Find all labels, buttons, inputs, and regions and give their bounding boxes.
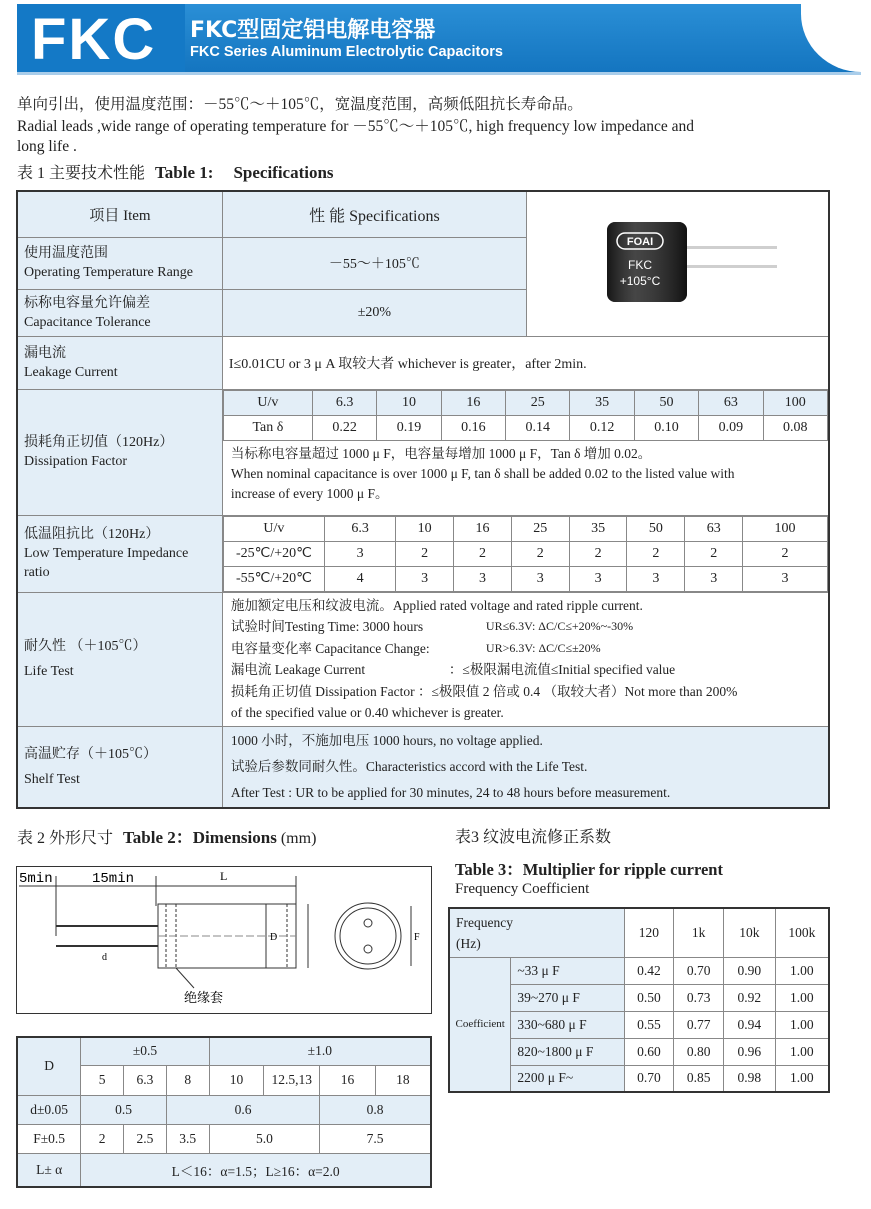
capacitor-image <box>577 216 777 306</box>
table1-caption <box>17 163 334 184</box>
lead-length-5min: 5min <box>19 871 53 887</box>
freq-head-unit: (Hz) <box>456 935 481 951</box>
lti-voltage-cell: 35 <box>569 516 627 541</box>
df-tan-cell: 0.14 <box>506 415 570 440</box>
df-voltage-cell: 35 <box>570 390 634 415</box>
df-voltage-cell: 50 <box>634 390 698 415</box>
page-title-en: FKC Series Aluminum Electrolytic Capacitors <box>190 44 503 60</box>
shelf-cn: 高温贮存（＋105℃） <box>24 746 157 762</box>
coef-value: 0.70 <box>624 1065 674 1092</box>
lti-row1-label: -25℃/+20℃ <box>223 541 324 566</box>
df-tan-cell: 0.08 <box>763 415 827 440</box>
life-value <box>222 592 829 726</box>
df-note-en1: When nominal capacitance is over 1000 μ F, tan δ shall be added 0.02 to the listed value with <box>230 465 735 481</box>
diameter-cell: 12.5,13 <box>264 1065 320 1095</box>
dim-L: L <box>220 869 228 883</box>
pitch-val: 5.0 <box>209 1124 320 1153</box>
diameter-cell: 18 <box>375 1065 431 1095</box>
freq-header-row <box>449 908 829 957</box>
df-cn: 损耗角正切值（120Hz） <box>24 435 174 450</box>
length-val: L＜16：α=1.5；L≥16：α=2.0 <box>81 1153 431 1187</box>
dim-head-D: D <box>17 1037 81 1095</box>
table1-caption-cn: 表 1 主要技术性能 <box>17 165 146 182</box>
pitch-val: 2.5 <box>124 1124 167 1153</box>
header-banner <box>17 4 861 72</box>
lead-dia-val: 0.8 <box>320 1095 431 1124</box>
df-note-cn: 当标称电容量超过 1000 μ F，电容量每增加 1000 μ F，Tan δ 增加 0.02。 <box>230 445 652 461</box>
leakage-en: Leakage Current <box>24 364 118 380</box>
df-tan-cell: 0.10 <box>634 415 698 440</box>
lti-row1-cell: 2 <box>627 541 685 566</box>
coef-value: 0.55 <box>624 1011 674 1038</box>
intro-en-line1: Radial leads ,wide range of operating temperature for －55℃～＋105℃, high frequency low impedance and <box>17 118 695 135</box>
coef-value: 0.92 <box>724 984 776 1011</box>
length-row <box>17 1153 431 1187</box>
table1-caption-spec: Specifications <box>233 163 334 182</box>
diameter-cell: 16 <box>320 1065 376 1095</box>
lead-dia-label: d±0.05 <box>17 1095 81 1124</box>
lti-row2-label: -55℃/+20℃ <box>223 566 324 591</box>
df-value <box>222 389 829 515</box>
lti-row1-cell: 2 <box>743 541 828 566</box>
life-en: Life Test <box>24 664 74 679</box>
image-temp: +105°C <box>620 274 661 289</box>
df-voltage-cell: 25 <box>506 390 570 415</box>
lti-voltage-cell: 50 <box>627 516 685 541</box>
coef-value: 0.96 <box>724 1038 776 1065</box>
coef-range: 330~680 μ F <box>511 1011 624 1038</box>
life-l3: 电容量变化率 Capacitance Change: <box>230 640 430 656</box>
pitch-label: F±0.5 <box>17 1124 81 1153</box>
shelf-l3: After Test : UR to be applied for 30 minutes, 24 to 48 hours before measurement. <box>230 784 671 800</box>
ripple-multiplier-table <box>448 907 830 1093</box>
life-l3b: UR>6.3V: ΔC/C≤±20% <box>485 640 601 655</box>
coef-row <box>449 957 829 984</box>
lti-row1-cell: 2 <box>396 541 454 566</box>
coef-value: 0.85 <box>674 1065 724 1092</box>
dim-F: F <box>414 932 420 943</box>
lti-row2-cell: 3 <box>454 566 512 591</box>
table2-caption <box>17 828 316 849</box>
diameter-cell: 10 <box>209 1065 264 1095</box>
header-curve <box>801 4 861 72</box>
head-item: 项目 Item <box>17 191 222 237</box>
df-voltage-cell: 6.3 <box>312 390 376 415</box>
df-voltage-cell: 10 <box>377 390 441 415</box>
lti-row1-cell: 2 <box>685 541 743 566</box>
lti-row-55 <box>223 566 827 591</box>
life-l2: 试验时间Testing Time: 3000 hours <box>230 619 424 634</box>
coef-value: 0.77 <box>674 1011 724 1038</box>
df-note <box>223 441 828 507</box>
coef-value: 1.00 <box>775 1011 829 1038</box>
lti-grid <box>223 516 828 592</box>
df-voltage-cell: 100 <box>763 390 827 415</box>
intro-en-line2: long life . <box>17 138 77 155</box>
lead-dia-val: 0.6 <box>166 1095 319 1124</box>
logo: FKC <box>31 7 157 72</box>
lti-row-25 <box>223 541 827 566</box>
life-label <box>17 592 222 726</box>
df-tan-label: Tan δ <box>223 415 312 440</box>
specifications-table <box>16 190 830 809</box>
table3-caption-en: Table 3：Multiplier for ripple current <box>455 860 723 879</box>
dim-D: D <box>270 932 278 943</box>
cap-tol-en: Capacitance Tolerance <box>24 314 151 330</box>
df-en: Dissipation Factor <box>24 454 128 469</box>
coef-range: 39~270 μ F <box>511 984 624 1011</box>
table2-caption-cn: 表 2 外形尺寸 <box>17 830 114 847</box>
table3-caption-cn: 表3 纹波电流修正系数 <box>455 829 612 846</box>
life-l4a: 漏电流 Leakage Current <box>230 662 366 677</box>
lti-row2-cell: 3 <box>511 566 569 591</box>
coef-value: 0.98 <box>724 1065 776 1092</box>
coef-value: 0.80 <box>674 1038 724 1065</box>
lti-row2-cell: 3 <box>396 566 454 591</box>
lti-voltage-cell: 100 <box>743 516 828 541</box>
df-tan-cell: 0.12 <box>570 415 634 440</box>
image-brand: FOAI <box>627 236 654 249</box>
op-temp-value: －55～＋105℃ <box>222 237 526 289</box>
lti-row1-cell: 3 <box>324 541 395 566</box>
shelf-value <box>222 726 829 808</box>
lti-row2-cell: 3 <box>743 566 828 591</box>
dim-tol-10: ±1.0 <box>209 1037 431 1065</box>
coef-value: 0.90 <box>724 957 776 984</box>
freq-cell: 1k <box>674 908 724 957</box>
life-l2b: UR≤6.3V: ΔC/C≤+20%~-30% <box>485 619 634 633</box>
coef-value: 1.00 <box>775 957 829 984</box>
lti-voltage-cell: 6.3 <box>324 516 395 541</box>
lti-voltage-cell: 10 <box>396 516 454 541</box>
leakage-label <box>17 336 222 389</box>
op-temp-label <box>17 237 222 289</box>
lti-row2-cell: 4 <box>324 566 395 591</box>
df-grid <box>223 390 828 441</box>
coef-value: 1.00 <box>775 1065 829 1092</box>
lti-row2-cell: 3 <box>569 566 627 591</box>
leakage-cn: 漏电流 <box>24 345 66 361</box>
df-uv-label: U/v <box>223 390 312 415</box>
intro-cn: 单向引出，使用温度范围：－55℃～＋105℃，宽温度范围，高频低阻抗长寿命品。 <box>17 96 583 113</box>
freq-cell: 10k <box>724 908 776 957</box>
op-temp-en: Operating Temperature Range <box>24 265 194 280</box>
freq-cell: 100k <box>775 908 829 957</box>
pitch-row <box>17 1124 431 1153</box>
coef-range: 2200 μ F~ <box>511 1065 624 1092</box>
df-note-en2: increase of every 1000 μ F。 <box>230 485 389 501</box>
df-tan-cell: 0.09 <box>699 415 763 440</box>
freq-cell: 120 <box>624 908 674 957</box>
table2-caption-unit: (mm) <box>280 830 317 847</box>
shelf-l2: 试验后参数同耐久性。Characteristics accord with the Life Test. <box>230 758 588 774</box>
pitch-val: 3.5 <box>166 1124 209 1153</box>
lti-uv-label: U/v <box>223 516 324 541</box>
coef-value: 0.73 <box>674 984 724 1011</box>
dimension-drawing <box>16 866 432 1014</box>
life-l6: of the specified value or 0.40 whichever is greater. <box>230 705 504 720</box>
coef-value: 1.00 <box>775 984 829 1011</box>
lti-voltage-row <box>223 516 827 541</box>
op-temp-cn: 使用温度范围 <box>24 246 108 261</box>
lti-en1: Low Temperature Impedance <box>24 546 189 561</box>
coef-value: 0.42 <box>624 957 674 984</box>
dim-tol-05: ±0.5 <box>81 1037 209 1065</box>
df-tan-cell: 0.22 <box>312 415 376 440</box>
leakage-value: I≤0.01CU or 3 μ A 取较大者 whichever is greater，after 2min. <box>222 336 829 389</box>
product-image <box>526 191 829 336</box>
coef-range: ~33 μ F <box>511 957 624 984</box>
diameter-cell: 8 <box>166 1065 209 1095</box>
lti-label <box>17 515 222 592</box>
coef-label: Coefficient <box>449 957 511 1092</box>
header-underline <box>17 72 861 75</box>
page-title-cn: FKC型固定铝电解电容器 <box>190 18 436 43</box>
image-model: FKC <box>628 258 653 273</box>
diameter-cell: 5 <box>81 1065 124 1095</box>
df-voltage-row <box>223 390 827 415</box>
shelf-en: Shelf Test <box>24 771 80 787</box>
life-l5: 损耗角正切值 Dissipation Factor ：≤极限值 2 倍或 0.4 （取较大者）Not more than 200% <box>230 683 738 699</box>
lead-dia-val: 0.5 <box>81 1095 167 1124</box>
shelf-label <box>17 726 222 808</box>
df-voltage-cell: 63 <box>699 390 763 415</box>
lti-value <box>222 515 829 592</box>
sleeve-label: 绝缘套 <box>184 990 224 1005</box>
dimensions-table <box>16 1036 432 1188</box>
lti-row2-cell: 3 <box>685 566 743 591</box>
pitch-val: 7.5 <box>320 1124 431 1153</box>
dim-d: d <box>102 952 107 963</box>
table1-caption-en: Table 1: <box>155 163 214 182</box>
pitch-val: 2 <box>81 1124 124 1153</box>
lti-row1-cell: 2 <box>511 541 569 566</box>
lti-voltage-cell: 16 <box>454 516 512 541</box>
lti-row2-cell: 3 <box>627 566 685 591</box>
coef-value: 0.94 <box>724 1011 776 1038</box>
life-cn: 耐久性 （＋105℃） <box>24 639 147 654</box>
length-label: L± α <box>17 1153 81 1187</box>
life-l1: 施加额定电压和纹波电流。Applied rated voltage and rated ripple current. <box>230 597 643 613</box>
lti-row1-cell: 2 <box>569 541 627 566</box>
life-l4b: ：≤极限漏电流值≤Initial specified value <box>448 662 676 677</box>
cap-tol-cn: 标称电容量允许偏差 <box>24 295 150 311</box>
lead-length-15min: 15min <box>92 871 135 887</box>
cap-tol-label <box>17 289 222 336</box>
df-tan-cell: 0.19 <box>377 415 441 440</box>
coef-range: 820~1800 μ F <box>511 1038 624 1065</box>
coef-value: 1.00 <box>775 1038 829 1065</box>
table3-caption-sub: Frequency Coefficient <box>455 881 590 897</box>
df-voltage-cell: 16 <box>441 390 505 415</box>
coef-value: 0.50 <box>624 984 674 1011</box>
lti-en2: ratio <box>24 565 50 580</box>
lead-dia-row <box>17 1095 431 1124</box>
lti-row1-cell: 2 <box>454 541 512 566</box>
diameter-cell: 6.3 <box>124 1065 167 1095</box>
cap-tol-value: ±20% <box>222 289 526 336</box>
lti-voltage-cell: 63 <box>685 516 743 541</box>
shelf-l1: 1000 小时，不施加电压 1000 hours, no voltage applied. <box>230 732 543 748</box>
table2-caption-en: Table 2：Dimensions <box>123 828 277 847</box>
coef-value: 0.70 <box>674 957 724 984</box>
head-spec: 性 能 Specifications <box>222 191 526 237</box>
df-tan-row <box>223 415 827 440</box>
df-label <box>17 389 222 515</box>
freq-head-label: Frequency <box>456 914 513 930</box>
df-tan-cell: 0.16 <box>441 415 505 440</box>
freq-head <box>449 908 624 957</box>
lti-cn: 低温阻抗比（120Hz） <box>24 527 160 542</box>
coef-value: 0.60 <box>624 1038 674 1065</box>
lti-voltage-cell: 25 <box>511 516 569 541</box>
